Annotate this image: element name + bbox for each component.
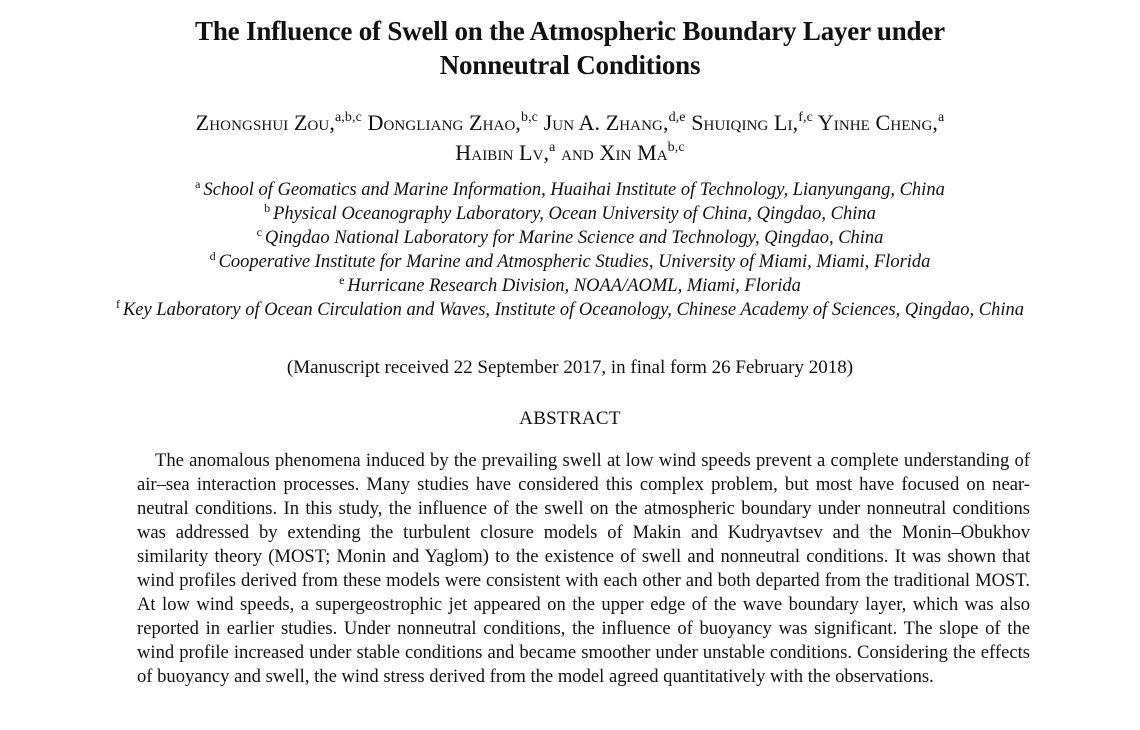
affiliation-mark: d: [209, 249, 216, 263]
affiliation-text: Qingdao National Laboratory for Marine Science and Technology, Qingdao, China: [264, 228, 884, 248]
affiliation-mark: c: [256, 225, 262, 239]
affiliation-text: Cooperative Institute for Marine and Atmospheric Studies, University of Miami, Miami, Florida: [218, 252, 931, 272]
abstract-heading: ABSTRACT: [519, 408, 621, 429]
affiliation-text: School of Geomatics and Marine Information, Huaihai Institute of Technology, Lianyungang, China: [203, 180, 945, 200]
author-affil-mark: f,c: [798, 110, 813, 125]
author-name: Haibin Lv,: [455, 140, 550, 165]
affiliation-text: Physical Oceanography Laboratory, Ocean University of China, Qingdao, China: [273, 204, 876, 224]
title-line-2: Nonneutral Conditions: [439, 50, 701, 80]
author-affil-mark: b,c: [667, 140, 685, 155]
author-list: [0, 108, 1140, 168]
author-affil-mark: a: [937, 110, 945, 125]
paper-title: [0, 14, 1140, 82]
author-name: Dongliang Zhao,: [367, 110, 521, 135]
affiliation-list: [0, 178, 1140, 322]
affiliation-item: [0, 178, 1140, 202]
affiliation-text: Hurricane Research Division, NOAA/AOML, Miami, Florida: [347, 276, 801, 296]
author-affil-mark: b,c: [520, 110, 538, 125]
affiliation-item: [0, 250, 1140, 274]
author-name: Jun A. Zhang,: [543, 110, 669, 135]
author-affil-mark: a,b,c: [334, 110, 362, 125]
author-name: Zhongshui Zou,: [195, 110, 335, 135]
affiliation-item: [0, 274, 1140, 298]
affiliation-text: Key Laboratory of Ocean Circulation and Waves, Institute of Oceanology, Chinese Academy of Sciences, Qingdao, China: [122, 300, 1025, 320]
author-name: Shuiqing Li,: [691, 110, 799, 135]
author-affil-mark: d,e: [668, 110, 686, 125]
affiliation-mark: f: [115, 297, 120, 311]
affiliation-mark: a: [195, 177, 201, 191]
author-line-2: [0, 138, 1140, 168]
manuscript-received-note: (Manuscript received 22 September 2017, in final form 26 February 2018): [286, 357, 854, 378]
author-name: and Xin Ma: [561, 140, 668, 165]
affiliation-item: [0, 202, 1140, 226]
author-line-1: [0, 108, 1140, 138]
author-affil-mark: a: [549, 140, 556, 155]
author-name: Yinhe Cheng,: [817, 110, 938, 135]
abstract-body: [137, 449, 1030, 689]
title-line-1: The Influence of Swell on the Atmospheric Boundary Layer under: [195, 16, 945, 46]
affiliation-mark: e: [339, 273, 345, 287]
affiliation-item: [0, 226, 1140, 250]
affiliation-mark: b: [264, 201, 271, 215]
affiliation-item: [0, 298, 1140, 322]
abstract-paragraph: The anomalous phenomena induced by the prevailing swell at low wind speeds prevent a complete understanding of air–sea interaction processes. Many studies have considered this complex problem, but most have focused on near-neutral conditions. In this study, the influence of the swell on the atmospheric boundary under nonneutral conditions was addressed by extending the turbulent closure models of Makin and Kudryavtsev and the Monin–Obukhov similarity theory (MOST; Monin and Yaglom) to the existence of swell and nonneutral conditions. It was shown that wind profiles derived from these models were consistent with each other and both departed from the traditional MOST. At low wind speeds, a supergeostrophic jet appeared on the upper edge of the wave boundary layer, which was also reported in earlier studies. Under nonneutral conditions, the influence of buoyancy was significant. The slope of the wind profile increased under stable conditions and became smoother under unstable conditions. Considering the effects of buoyancy and swell, the wind stress derived from the model agreed quantitatively with the observations.: [137, 450, 1030, 687]
